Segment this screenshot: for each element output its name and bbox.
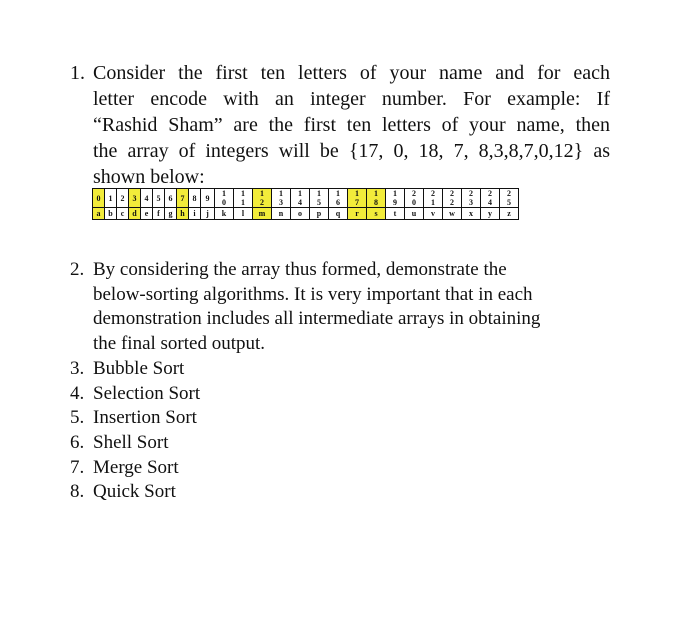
code-cell: 1 8	[367, 189, 386, 208]
question-item	[70, 456, 610, 481]
letter-cell: d	[129, 208, 141, 220]
code-cell: 1 5	[310, 189, 329, 208]
question-item	[70, 431, 610, 456]
question-number: 2.	[70, 259, 85, 280]
question-1-line: letter encode with an integer number. For example: If	[93, 88, 610, 110]
letter-cell: n	[272, 208, 291, 220]
letter-cell: c	[117, 208, 129, 220]
question-1	[70, 60, 610, 190]
letter-cell: a	[93, 208, 105, 220]
letter-cell: j	[201, 208, 215, 220]
code-cell: 9	[201, 189, 215, 208]
question-line: Insertion Sort	[93, 407, 197, 429]
letter-cell: b	[105, 208, 117, 220]
code-cell: 1 0	[215, 189, 234, 208]
question-line: By considering the array thus formed, demonstrate the	[93, 259, 507, 280]
question-number: 6.	[70, 431, 85, 453]
question-line: the final sorted output.	[93, 333, 266, 355]
question-text	[93, 480, 610, 505]
letter-encoding-table	[92, 188, 519, 220]
code-cell: 0	[93, 189, 105, 208]
question-line: Quick Sort	[93, 481, 176, 503]
question-number: 5.	[70, 407, 85, 429]
code-cell: 7	[177, 189, 189, 208]
question-text	[93, 406, 610, 431]
letter-cell: w	[443, 208, 462, 220]
question-line: Merge Sort	[93, 456, 179, 478]
code-cell: 1 6	[329, 189, 348, 208]
code-cell: 2 1	[424, 189, 443, 208]
code-cell: 1 2	[253, 189, 272, 208]
number-row	[93, 189, 519, 208]
letter-cell: g	[165, 208, 177, 220]
question-1-line: Consider the first ten letters of your name and for each	[93, 62, 610, 84]
letter-cell: i	[189, 208, 201, 220]
letter-cell: v	[424, 208, 443, 220]
question-item	[70, 382, 610, 407]
code-cell: 2 5	[500, 189, 519, 208]
question-line: Shell Sort	[93, 431, 169, 453]
letter-cell: o	[291, 208, 310, 220]
letter-cell: s	[367, 208, 386, 220]
question-line: Selection Sort	[93, 382, 201, 404]
code-cell: 1 7	[348, 189, 367, 208]
code-cell: 2 2	[443, 189, 462, 208]
question-text	[93, 382, 610, 407]
code-cell: 2 4	[481, 189, 500, 208]
code-cell: 1 3	[272, 189, 291, 208]
code-cell: 5	[153, 189, 165, 208]
question-1-line: the array of integers will be {17, 0, 18, 7, 8,3,8,7,0,12} as	[93, 140, 610, 162]
question-text	[93, 456, 610, 481]
code-cell: 4	[141, 189, 153, 208]
letter-cell: q	[329, 208, 348, 220]
question-text	[93, 258, 610, 357]
code-cell: 6	[165, 189, 177, 208]
code-cell: 2 3	[462, 189, 481, 208]
question-item	[70, 406, 610, 431]
code-cell: 1 1	[234, 189, 253, 208]
question-1-line: shown below:	[93, 166, 205, 188]
question-line: Bubble Sort	[93, 357, 185, 379]
question-line: below-sorting algorithms. It is very important that in each	[93, 283, 533, 305]
code-cell: 1 4	[291, 189, 310, 208]
question-text	[93, 431, 610, 456]
letter-cell: m	[253, 208, 272, 220]
question-1-number: 1.	[70, 62, 85, 84]
question-1-text	[93, 60, 610, 190]
code-cell: 2	[117, 189, 129, 208]
letter-cell: l	[234, 208, 253, 220]
letter-row	[93, 208, 519, 220]
letter-cell: p	[310, 208, 329, 220]
letter-cell: y	[481, 208, 500, 220]
letter-cell: f	[153, 208, 165, 220]
code-cell: 1	[105, 189, 117, 208]
question-item	[70, 480, 610, 505]
question-number: 7.	[70, 456, 85, 478]
question-line: demonstration includes all intermediate arrays in obtaining	[93, 308, 541, 330]
code-cell: 3	[129, 189, 141, 208]
question-number: 4.	[70, 382, 85, 404]
question-number: 8.	[70, 481, 85, 503]
question-1-line: “Rashid Sham” are the first ten letters of your name, then	[93, 114, 610, 136]
question-number: 3.	[70, 357, 85, 379]
letter-cell: e	[141, 208, 153, 220]
question-list	[70, 258, 610, 505]
code-cell: 2 0	[405, 189, 424, 208]
letter-cell: t	[386, 208, 405, 220]
letter-cell: z	[500, 208, 519, 220]
letter-cell: x	[462, 208, 481, 220]
code-cell: 1 9	[386, 189, 405, 208]
question-item	[70, 258, 610, 357]
letter-cell: r	[348, 208, 367, 220]
code-cell: 8	[189, 189, 201, 208]
letter-cell: h	[177, 208, 189, 220]
letter-cell: k	[215, 208, 234, 220]
question-text	[93, 357, 610, 382]
letter-cell: u	[405, 208, 424, 220]
question-item	[70, 357, 610, 382]
